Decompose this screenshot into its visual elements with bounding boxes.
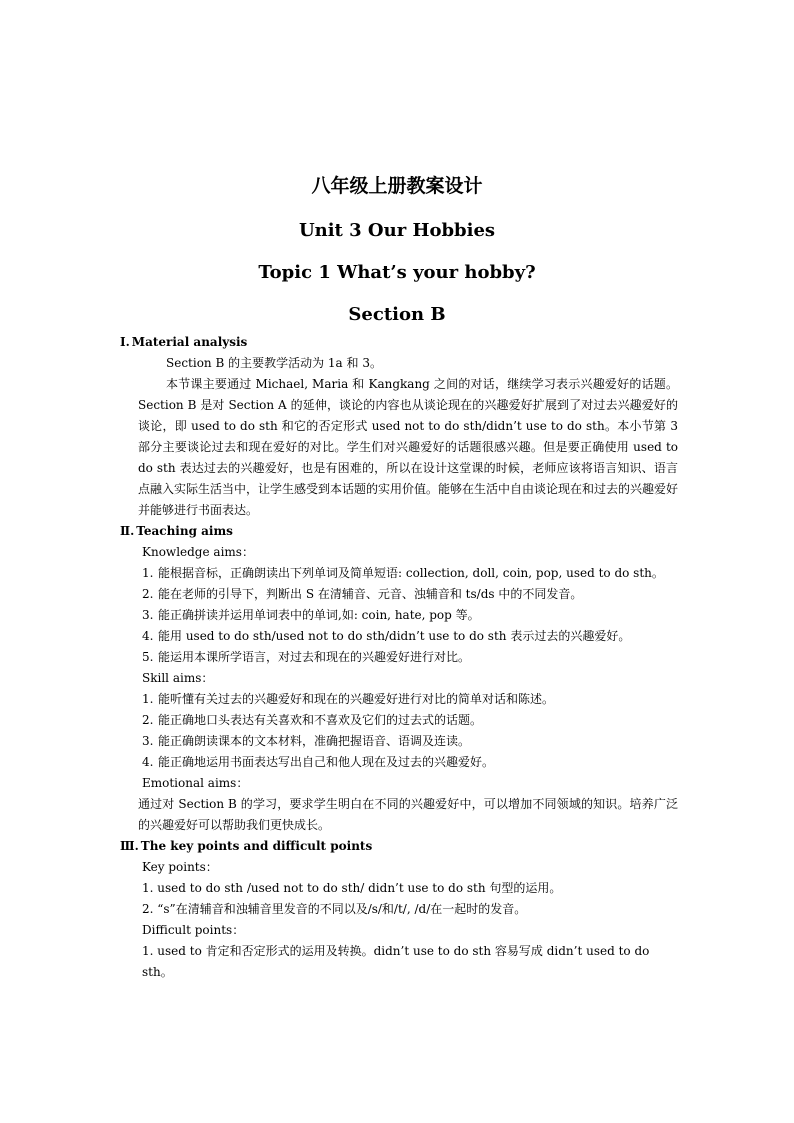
list-item: 3. 能正确拼读并运用单词表中的单词,如: coin, hate, pop 等。 xyxy=(142,608,480,622)
material-paragraph-2: 本节课主要通过 Michael, Maria 和 Kangkang 之间的对话，继续学习表示兴趣爱好的话题。Section B 是对 Section A 的延伸，谈论的内容也从谈论现在的兴趣爱好扩展到了对过去兴趣爱好的谈论，即 used to do sth 和它的否定形式 used not to do sth/didn’t use to do sth。本小节第 3部分主要谈论过去和现在爱好的对比。学生们对兴趣爱好的话题很感兴趣。但是要正确使用 used to do sth 表达过去的兴趣爱好，也是有困难的，所以在设计这堂课的时候，老师应该将语言知识、语言点融入实际生活当中，让学生感受到本话题的实用价值。能够在生活中自由谈论现在和过去的兴趣爱好并能够进行书面表达。 xyxy=(138,377,679,517)
list-item: 4. 能用 used to do sth/used not to do sth/didn’t use to do sth 表示过去的兴趣爱好。 xyxy=(142,629,631,643)
material-paragraph-1: Section B 的主要教学活动为 1a 和 3。 xyxy=(166,356,382,370)
keypoints-heading xyxy=(120,836,678,857)
list-item: 4. 能正确地运用书面表达写出自己和他人现在及过去的兴趣爱好。 xyxy=(142,755,495,769)
material-heading xyxy=(120,332,678,353)
unit-title: Unit 3 Our Hobbies xyxy=(298,220,496,241)
aims-heading xyxy=(120,521,678,542)
aims-heading-text: Teaching aims xyxy=(136,524,233,538)
emotional-aims-label: Emotional aims： xyxy=(142,776,249,790)
list-item: 1. used to do sth /used not to do sth/ didn’t use to do sth 句型的运用。 xyxy=(142,881,562,895)
list-item: 1. 能根据音标，正确朗读出下列单词及简单短语: collection, doll, coin, pop, used to do sth。 xyxy=(142,566,664,580)
document-title: 八年级上册教案设计 xyxy=(311,175,483,197)
list-item: 1. used to 肯定和否定形式的运用及转换。didn’t use to do sth 容易写成 didn’t used to do sth。 xyxy=(142,944,650,979)
list-item: 5. 能运用本课所学语言，对过去和现在的兴趣爱好进行对比。 xyxy=(142,650,471,664)
title-block xyxy=(0,170,794,336)
material-heading-text: Material analysis xyxy=(131,335,248,349)
topic-title: Topic 1 What’s your hobby? xyxy=(258,262,536,283)
emotional-aims-paragraph: 通过对 Section B 的学习，要求学生明白在不同的兴趣爱好中，可以增加不同领域的知识。培养广泛的兴趣爱好可以帮助我们更快成长。 xyxy=(138,797,678,832)
knowledge-aims-label: Knowledge aims： xyxy=(142,545,254,559)
skill-aims-label: Skill aims： xyxy=(142,671,214,685)
keypoints-heading-text: The key points and difficult points xyxy=(140,839,373,853)
difficult-points-label: Difficult points： xyxy=(142,923,245,937)
list-item: 2. 能在老师的引导下，判断出 S 在清辅音、元音、浊辅音和 ts/ds 中的不同发音。 xyxy=(142,587,583,601)
list-item: 2. “s”在清辅音和浊辅音里发音的不同以及/s/和/t/, /d/在一起时的发音。 xyxy=(142,902,527,916)
document-body xyxy=(120,332,678,983)
list-item: 1. 能听懂有关过去的兴趣爱好和现在的兴趣爱好进行对比的简单对话和陈述。 xyxy=(142,692,555,706)
list-item: 2. 能正确地口头表达有关喜欢和不喜欢及它们的过去式的话题。 xyxy=(142,713,483,727)
aims-heading-number: Ⅱ. xyxy=(120,524,135,538)
keypoints-heading-number: Ⅲ. xyxy=(120,839,139,853)
material-heading-number: Ⅰ. xyxy=(120,335,130,349)
list-item: 3. 能正确朗读课本的文本材料，准确把握语音、语调及连读。 xyxy=(142,734,471,748)
section-title: Section B xyxy=(348,304,446,325)
key-points-label: Key points： xyxy=(142,860,218,874)
